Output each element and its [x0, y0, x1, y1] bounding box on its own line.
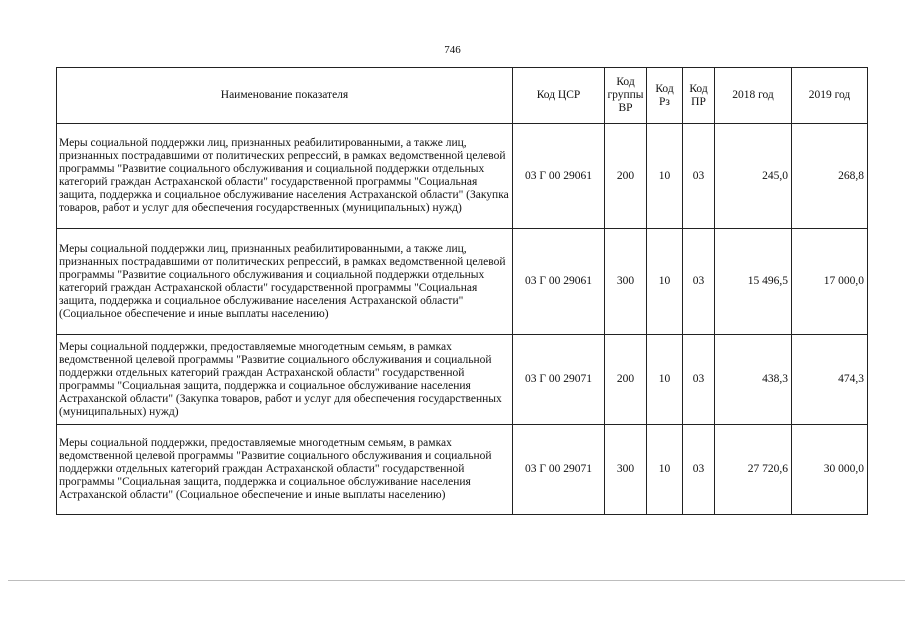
row-csr-code: 03 Г 00 29071: [513, 425, 605, 515]
header-rz-code: Код Рз: [647, 68, 683, 124]
row-name: Меры социальной поддержки лиц, признанных реабилитированными, а также лиц, признанных пострадавшими от политических репрессий, в рамках ведомственной целевой программы "Развитие социального обслуживания и социальной поддержки отдельных категорий граждан Астраханской области" государственной программы "Социальная защита, поддержка и социальное обслуживание населения Астраханской области" (Социальное обеспечение и иные выплаты населению): [57, 229, 513, 335]
row-csr-code: 03 Г 00 29071: [513, 335, 605, 425]
table-row: [57, 335, 868, 425]
row-rz-code: 10: [647, 124, 683, 229]
row-value-2019: 268,8: [792, 124, 868, 229]
header-vr-code: Код группы ВР: [605, 68, 647, 124]
row-vr-code: 200: [605, 124, 647, 229]
row-pr-code: 03: [683, 124, 715, 229]
row-pr-code: 03: [683, 335, 715, 425]
header-name: Наименование показателя: [57, 68, 513, 124]
row-vr-code: 300: [605, 229, 647, 335]
row-pr-code: 03: [683, 229, 715, 335]
table-row: [57, 229, 868, 335]
budget-table: [56, 67, 868, 515]
row-value-2019: 474,3: [792, 335, 868, 425]
row-csr-code: 03 Г 00 29061: [513, 124, 605, 229]
header-pr-code: Код ПР: [683, 68, 715, 124]
table-header-row: [57, 68, 868, 124]
row-name: Меры социальной поддержки, предоставляемые многодетным семьям, в рамках ведомственной целевой программы "Развитие социального обслуживания и социальной поддержки отдельных категорий граждан Астраханской области" государственной программы "Социальная защита, поддержка и социальное обслуживание населения Астраханской области" (Закупка товаров, работ и услуг для обеспечения государственных (муниципальных) нужд): [57, 335, 513, 425]
table-row: [57, 124, 868, 229]
row-rz-code: 10: [647, 335, 683, 425]
row-vr-code: 300: [605, 425, 647, 515]
page-bottom-divider: [8, 580, 905, 581]
header-csr-code: Код ЦСР: [513, 68, 605, 124]
row-value-2018: 245,0: [715, 124, 792, 229]
header-year-2019: 2019 год: [792, 68, 868, 124]
row-value-2018: 15 496,5: [715, 229, 792, 335]
row-rz-code: 10: [647, 229, 683, 335]
row-value-2018: 438,3: [715, 335, 792, 425]
row-value-2019: 30 000,0: [792, 425, 868, 515]
row-name: Меры социальной поддержки лиц, признанных реабилитированными, а также лиц, признанных пострадавшими от политических репрессий, в рамках ведомственной целевой программы "Развитие социального обслуживания и социальной поддержки отдельных категорий граждан Астраханской области" государственной программы "Социальная защита, поддержка и социальное обслуживание населения Астраханской области" (Закупка товаров, работ и услуг для обеспечения государственных (муниципальных) нужд): [57, 124, 513, 229]
row-vr-code: 200: [605, 335, 647, 425]
header-year-2018: 2018 год: [715, 68, 792, 124]
page-number: 746: [444, 44, 461, 56]
row-rz-code: 10: [647, 425, 683, 515]
row-csr-code: 03 Г 00 29061: [513, 229, 605, 335]
row-name: Меры социальной поддержки, предоставляемые многодетным семьям, в рамках ведомственной целевой программы "Развитие социального обслуживания и социальной поддержки отдельных категорий граждан Астраханской области" государственной программы "Социальная защита, поддержка и социальное обслуживание населения Астраханской области" (Социальное обеспечение и иные выплаты населению): [57, 425, 513, 515]
row-pr-code: 03: [683, 425, 715, 515]
row-value-2019: 17 000,0: [792, 229, 868, 335]
row-value-2018: 27 720,6: [715, 425, 792, 515]
table-row: [57, 425, 868, 515]
